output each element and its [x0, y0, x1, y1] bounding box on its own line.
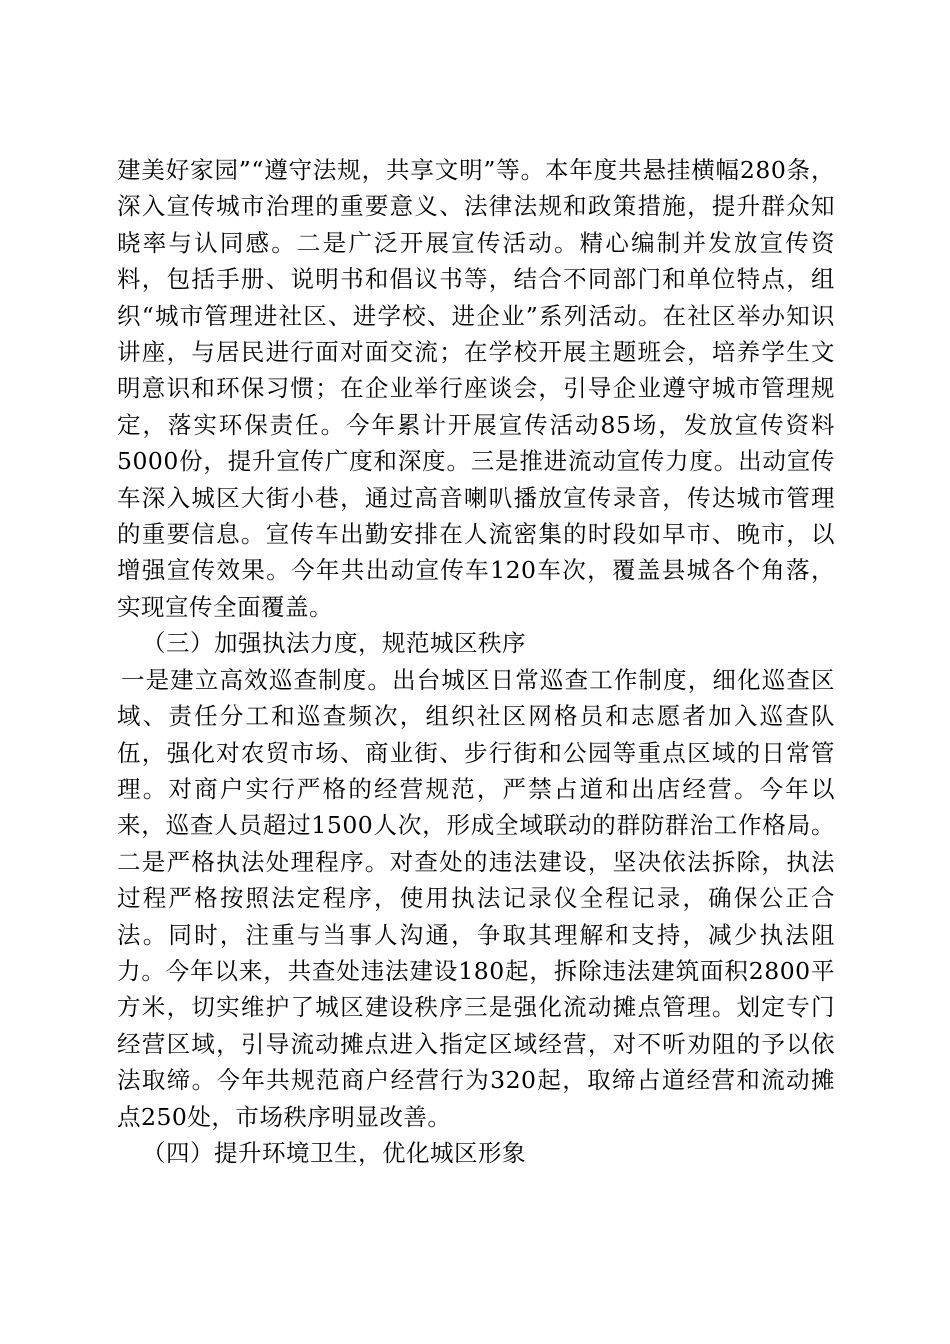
body-paragraph-law-enforcement: 一是建立高效巡查制度。出台城区日常巡查工作制度，细化巡查区域、责任分工和巡查频次，组织社区网格员和志愿者加入巡查队伍，强化对农贸市场、商业街、步行街和公园等重点区域的日常管理。对商户实行严格的经营规范，严禁占道和出店经营。今年以来，巡查人员超过1500人次，形成全域联动的群防群治工作格局。二是严格执法处理程序。对查处的违法建设，坚决依法拆除，执法过程严格按照法定程序，使用执法记录仪全程记录，确保公正合法。同时，注重与当事人沟通，争取其理解和支持，减少执法阻力。今年以来，共查处违法建设180起，拆除违法建筑面积2800平方米，切实维护了城区建设秩序三是强化流动摊点管理。划定专门经营区域，引导流动摊点进入指定区域经营，对不听劝阻的予以依法取缔。今年共规范商户经营行为320起，取缔占道经营和流动摊点250处，市场秩序明显改善。	[117, 665, 835, 1131]
body-paragraph-publicity: 建美好家园”“遵守法规，共享文明”等。本年度共悬挂横幅280条，深入宣传城市治理的重要意义、法律法规和政策措施，提升群众知晓率与认同感。二是广泛开展宣传活动。精心编制并发放宣传资料，包括手册、说明书和倡议书等，结合不同部门和单位特点，组织“城市管理进社区、进学校、进企业”系列活动。在社区举办知识讲座，与居民进行面对面交流；在学校开展主题班会，培养学生文明意识和环保习惯；在企业举行座谈会，引导企业遵守城市管理规定，落实环保责任。今年累计开展宣传活动85场，发放宣传资料5000份，提升宣传广度和深度。三是推进流动宣传力度。出动宣传车深入城区大街小巷，通过高音喇叭播放宣传录音，传达城市管理的重要信息。宣传车出勤安排在人流密集的时段如早市、晚市，以增强宣传效果。今年共出动宣传车120车次，覆盖县城各个角落，实现宣传全面覆盖。	[117, 156, 835, 621]
section-heading-environment: （四）提升环境卫生，优化城区形象	[142, 1138, 526, 1167]
document-body	[117, 152, 835, 1171]
section-heading-law-enforcement: （三）加强执法力度，规范城区秩序	[142, 629, 526, 658]
